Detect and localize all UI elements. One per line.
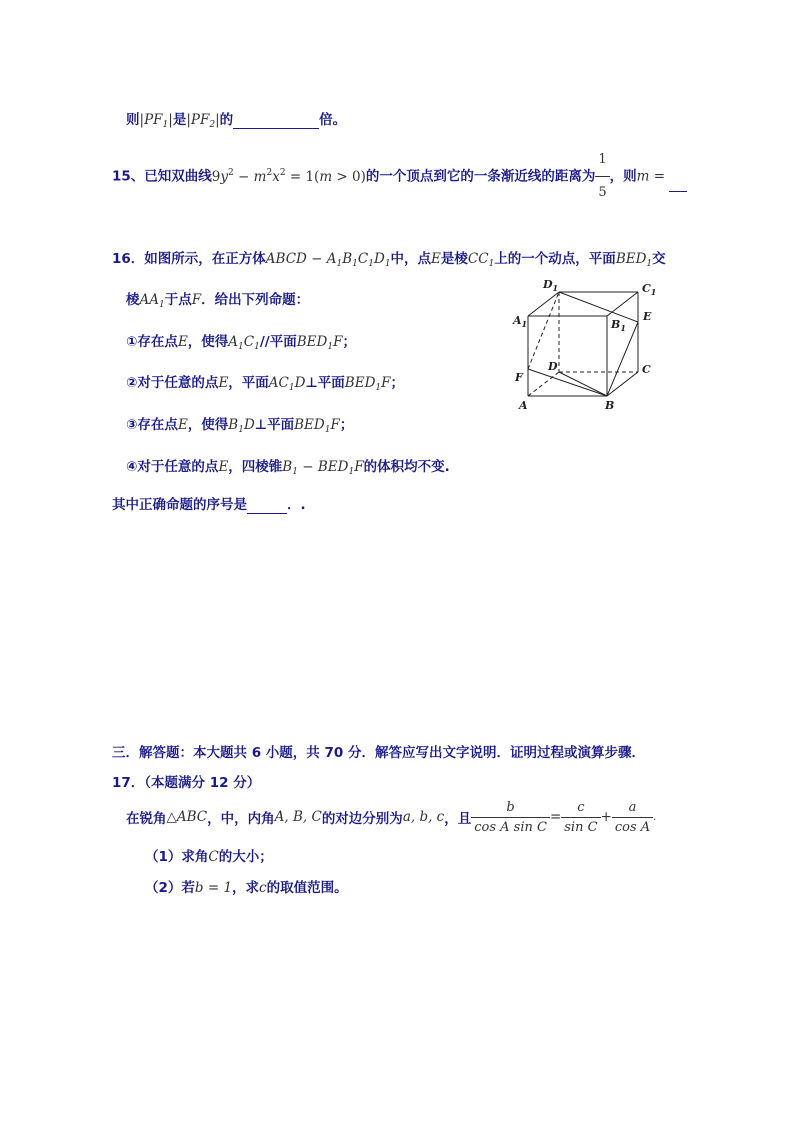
q16-plane: $BED_1$ bbox=[615, 251, 653, 269]
p3-end: ； bbox=[339, 417, 354, 433]
label-e: E bbox=[643, 310, 652, 323]
q16-answer-blank[interactable] bbox=[247, 497, 287, 514]
p3-e: E bbox=[177, 417, 188, 433]
p4-e: E bbox=[218, 459, 229, 475]
q14-line bbox=[126, 108, 346, 130]
p1-e: E bbox=[177, 334, 188, 350]
diag-db bbox=[559, 372, 607, 396]
section-bf bbox=[528, 369, 607, 396]
q17-intro-b: ，中，内角 bbox=[207, 811, 275, 827]
q17-sides: a, b, c bbox=[402, 809, 445, 825]
q17-fraction-3: $\frac{a}{\text{cos A}}$ bbox=[612, 800, 653, 835]
q15-text: 的一个顶点到它的一条渐近线的距离为 bbox=[365, 168, 596, 185]
p4-a: ④对于任意的点 bbox=[126, 459, 219, 475]
q15-line bbox=[112, 146, 687, 207]
section-d1e bbox=[559, 292, 638, 322]
label-b: B bbox=[605, 399, 615, 412]
q14-de: 的 bbox=[219, 112, 234, 128]
p2-plane: $BED_1F$ bbox=[344, 375, 391, 393]
p1-plane: $BED_1F$ bbox=[296, 334, 343, 352]
q17-statement bbox=[126, 795, 656, 839]
q17-label: 17．（本题满分 12 分） bbox=[112, 775, 261, 791]
q17-intro-d: ，且 bbox=[444, 811, 472, 827]
q17-fraction-2: $\frac{c}{\text{sin C}}$ bbox=[561, 800, 600, 835]
p3-b1d: $B_1D$ bbox=[228, 417, 255, 435]
q17-part1-b: 的大小； bbox=[218, 849, 273, 865]
q17-part2-a: （2）若 bbox=[145, 880, 195, 896]
p2-perp: ⊥平面 bbox=[305, 375, 345, 391]
q15-eq: = bbox=[649, 168, 670, 185]
p3-plane: $BED_1F$ bbox=[294, 417, 340, 435]
p4-end: 的体积均不变. bbox=[363, 459, 450, 475]
q17-part2-b: ，求 bbox=[232, 880, 260, 896]
q14-mid: 是 bbox=[172, 112, 187, 128]
label-d1: $D_1$ bbox=[543, 278, 559, 293]
p2-b: ，平面 bbox=[228, 375, 269, 391]
q17-part2-var: c bbox=[259, 880, 267, 896]
q15-tail: ，则 bbox=[609, 168, 637, 185]
q16-prop1 bbox=[126, 330, 356, 352]
p2-e: E bbox=[218, 375, 229, 391]
p1-end: ； bbox=[342, 334, 356, 350]
q16-line1 bbox=[112, 247, 666, 269]
p1-a: ①存在点 bbox=[126, 334, 178, 350]
q17-equals: = bbox=[549, 809, 562, 825]
q17-part2 bbox=[145, 876, 348, 896]
p2-ac1d: $AC_1D$ bbox=[268, 375, 306, 393]
p2-end: ； bbox=[390, 375, 405, 391]
q16-answer-line bbox=[112, 493, 306, 514]
q15-equation: $9y^2 - m^2x^2 = 1(m > 0)$ bbox=[211, 167, 366, 185]
q16-cube-name: ABCD − $A_1B_1C_1D_1$ bbox=[265, 251, 391, 269]
p3-a: ③存在点 bbox=[126, 417, 178, 433]
q16-point-e: E bbox=[431, 251, 441, 267]
edge-ad bbox=[528, 372, 559, 396]
q16-line2-b: 于点 bbox=[164, 292, 192, 308]
label-c: C bbox=[642, 363, 651, 376]
p1-b: ，使得 bbox=[187, 334, 229, 350]
q16-line2 bbox=[126, 288, 309, 310]
cube-figure bbox=[505, 275, 665, 415]
q17-part1 bbox=[145, 845, 273, 865]
section3-title: 三．解答题：本大题共 6 小题，共 70 分．解答应写出文字说明．证明过程或演算步骤． bbox=[112, 745, 645, 761]
q15-var-m: m bbox=[636, 168, 650, 185]
q14-abs2: $|PF_2|$ bbox=[186, 112, 220, 130]
q16-prop3 bbox=[126, 413, 353, 435]
q17-intro-c: 的对边分别为 bbox=[321, 811, 403, 827]
q17-part2-eq: b = 1 bbox=[194, 880, 233, 896]
q14-answer-blank[interactable] bbox=[233, 112, 319, 129]
q16-mid1: 中，点 bbox=[390, 251, 432, 267]
q15-fraction: $\frac{1}{5}$ bbox=[595, 146, 609, 207]
q16-line2-a: 棱 bbox=[126, 292, 140, 308]
q14-prefix: 则 bbox=[126, 112, 140, 128]
q17-part1-var: C bbox=[208, 849, 219, 865]
q16-label: 16．如图所示，在正方体 bbox=[112, 251, 266, 267]
p1-a1c1: $A_1C_1$ bbox=[228, 334, 260, 352]
q16-answer-label: 其中正确命题的序号是 bbox=[112, 497, 247, 513]
q14-suffix: 倍。 bbox=[319, 112, 347, 128]
q17-triangle: △ABC bbox=[166, 809, 208, 825]
label-c1: $C_1$ bbox=[642, 282, 657, 297]
q16-prop2 bbox=[126, 371, 404, 393]
q17-fraction-1: $\frac{b}{\text{cos A sin C}}$ bbox=[471, 800, 550, 835]
p4-b: ，四棱锥 bbox=[228, 459, 283, 475]
label-a: A bbox=[519, 399, 528, 412]
p3-b: ，使得 bbox=[187, 417, 229, 433]
p3-perp: ⊥平面 bbox=[254, 417, 295, 433]
q16-line2-c: ．给出下列命题： bbox=[201, 292, 310, 308]
q17-plus: + bbox=[600, 809, 612, 825]
q15-label: 15、已知双曲线 bbox=[112, 168, 212, 185]
label-f: F bbox=[515, 371, 523, 384]
q15-answer-blank[interactable] bbox=[669, 163, 687, 192]
label-b1: $B_1$ bbox=[611, 318, 626, 333]
q17-part2-c: 的取值范围。 bbox=[266, 880, 348, 896]
q16-mid3: 上的一个动点，平面 bbox=[494, 251, 616, 267]
p4-pyramid: $B_1 - BED_1F$ bbox=[282, 459, 364, 477]
q17-intro-a: 在锐角 bbox=[126, 811, 167, 827]
p1-c: //平面 bbox=[259, 334, 297, 350]
label-a1: $A_1$ bbox=[513, 314, 528, 329]
q16-answer-end: ．. bbox=[287, 497, 306, 513]
p2-a: ②对于任意的点 bbox=[126, 375, 219, 391]
section-eb bbox=[607, 322, 638, 396]
q17-part1-a: （1）求角 bbox=[145, 849, 209, 865]
q16-prop4 bbox=[126, 455, 450, 477]
q17-period: . bbox=[653, 811, 657, 823]
q16-mid2: 是棱 bbox=[440, 251, 468, 267]
q16-edge-aa1: $AA_1$ bbox=[139, 292, 165, 310]
q16-end1: 交 bbox=[652, 251, 666, 267]
q14-abs1: $|PF_1|$ bbox=[139, 112, 173, 130]
q16-edge-cc1: $CC_1$ bbox=[467, 251, 495, 269]
q17-angles: A, B, C bbox=[274, 809, 322, 825]
q16-point-f: F bbox=[191, 292, 202, 308]
label-d: D bbox=[548, 360, 558, 373]
